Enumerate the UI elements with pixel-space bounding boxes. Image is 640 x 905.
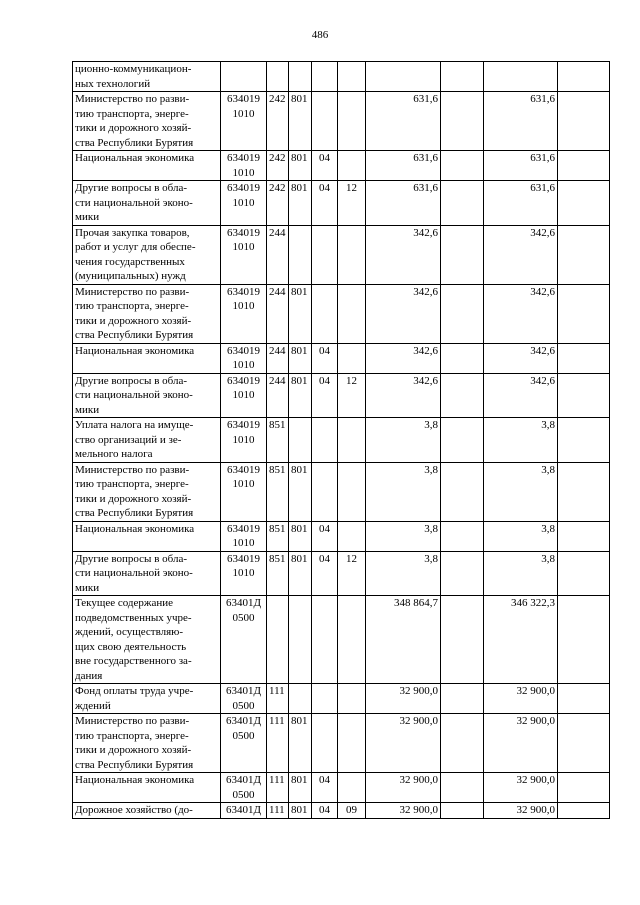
cell-expense-type: 851 xyxy=(267,462,289,521)
cell-name-line: тию транспорта, энерге- xyxy=(75,729,189,742)
cell-target-article xyxy=(221,284,267,343)
cell-section: 04 xyxy=(312,373,338,418)
cell-empty-2 xyxy=(558,181,610,226)
cell-subsection: 12 xyxy=(338,551,366,596)
cell-target-article xyxy=(221,343,267,373)
cell-name-line: ждений xyxy=(75,699,111,712)
cell-empty-2 xyxy=(558,803,610,819)
cell-section xyxy=(312,284,338,343)
cell-empty-2 xyxy=(558,284,610,343)
cell-name xyxy=(73,803,221,819)
cell-target-article xyxy=(221,773,267,803)
cell-ministry-code xyxy=(289,418,312,463)
cell-ministry-code: 801 xyxy=(289,151,312,181)
cell-name-line: мики xyxy=(75,581,100,594)
table-row xyxy=(73,773,610,803)
cell-name-line: Уплата налога на имуще- xyxy=(75,419,194,431)
table-row xyxy=(73,225,610,284)
cell-empty-2 xyxy=(558,418,610,463)
cell-amount-1: 3,8 xyxy=(366,551,441,596)
cell-name-line: ства Республики Бурятия xyxy=(75,507,194,519)
cell-name-line: Прочая закупка товаров, xyxy=(75,226,190,239)
cell-name-line: тики и дорожного хозяй- xyxy=(75,122,192,134)
cell-name-line: Дорожное хозяйство (до- xyxy=(75,804,193,816)
cell-expense-type: 242 xyxy=(267,151,289,181)
cell-empty-2 xyxy=(558,462,610,521)
cell-ministry-code xyxy=(289,62,312,92)
cell-empty-1 xyxy=(441,803,484,819)
cell-amount-1: 342,6 xyxy=(366,343,441,373)
cell-subsection xyxy=(338,714,366,773)
cell-name xyxy=(73,343,221,373)
cell-amount-1: 631,6 xyxy=(366,151,441,181)
cell-amount-2: 346 322,3 xyxy=(484,596,558,684)
cell-amount-1: 3,8 xyxy=(366,462,441,521)
cell-name xyxy=(73,92,221,151)
cell-target-article xyxy=(221,418,267,463)
cell-name-line: Текущее содержание xyxy=(75,597,174,609)
cell-empty-2 xyxy=(558,596,610,684)
cell-name-line: работ и услуг для обеспе- xyxy=(75,241,196,253)
cell-target-article xyxy=(221,225,267,284)
cell-ministry-code: 801 xyxy=(289,773,312,803)
cell-subsection: 09 xyxy=(338,803,366,819)
table-row xyxy=(73,551,610,596)
table-row xyxy=(73,151,610,181)
cell-name-line: вне государственного за- xyxy=(75,655,192,667)
cell-target-article xyxy=(221,462,267,521)
cell-name-line: Министерство по разви- xyxy=(75,93,190,105)
cell-empty-1 xyxy=(441,151,484,181)
cell-target-article-line: 1010 xyxy=(232,107,255,120)
cell-expense-type: 244 xyxy=(267,284,289,343)
cell-name xyxy=(73,521,221,551)
cell-expense-type: 111 xyxy=(267,773,289,803)
cell-empty-2 xyxy=(558,62,610,92)
cell-target-article-line: 634019 xyxy=(227,285,260,298)
cell-section xyxy=(312,462,338,521)
cell-name-line: мики xyxy=(75,211,100,223)
cell-empty-1 xyxy=(441,225,484,284)
cell-amount-1: 631,6 xyxy=(366,92,441,151)
cell-ministry-code: 801 xyxy=(289,521,312,551)
cell-subsection xyxy=(338,462,366,521)
cell-target-article-line: 634019 xyxy=(227,463,260,476)
cell-target-article-line: 634019 xyxy=(227,152,260,164)
cell-ministry-code xyxy=(289,596,312,684)
cell-target-article-line: 1010 xyxy=(232,389,255,401)
table-row xyxy=(73,418,610,463)
cell-subsection xyxy=(338,596,366,684)
cell-subsection xyxy=(338,225,366,284)
cell-name-line: тию транспорта, энерге- xyxy=(75,478,189,490)
cell-empty-2 xyxy=(558,551,610,596)
cell-name-line: ство организаций и зе- xyxy=(75,433,182,446)
table-row xyxy=(73,284,610,343)
cell-name-line: щих свою деятельность xyxy=(75,640,187,653)
cell-target-article-line: 63401Д xyxy=(225,715,261,727)
cell-empty-1 xyxy=(441,596,484,684)
cell-subsection xyxy=(338,418,366,463)
cell-name-line: чения государственных xyxy=(75,255,185,268)
cell-amount-2 xyxy=(484,62,558,92)
cell-amount-1: 32 900,0 xyxy=(366,684,441,714)
cell-name-line: ждений, осуществляю- xyxy=(75,626,184,638)
cell-amount-1: 342,6 xyxy=(366,373,441,418)
cell-ministry-code: 801 xyxy=(289,284,312,343)
cell-name xyxy=(73,551,221,596)
cell-name-line: мельного налога xyxy=(75,448,153,460)
cell-target-article-line: 634019 xyxy=(227,182,260,194)
cell-empty-1 xyxy=(441,714,484,773)
cell-ministry-code: 801 xyxy=(289,343,312,373)
cell-expense-type xyxy=(267,596,289,684)
cell-empty-1 xyxy=(441,373,484,418)
cell-ministry-code: 801 xyxy=(289,714,312,773)
cell-amount-2: 342,6 xyxy=(484,284,558,343)
cell-name-line: Фонд оплаты труда учре- xyxy=(75,685,194,697)
cell-name-line: дания xyxy=(75,669,103,682)
cell-amount-2: 32 900,0 xyxy=(484,684,558,714)
cell-name-line: тики и дорожного хозяй- xyxy=(75,314,192,327)
cell-ministry-code: 801 xyxy=(289,181,312,226)
cell-target-article xyxy=(221,596,267,684)
cell-empty-2 xyxy=(558,773,610,803)
cell-empty-2 xyxy=(558,151,610,181)
cell-section xyxy=(312,596,338,684)
cell-name xyxy=(73,684,221,714)
cell-target-article-line: 63401Д xyxy=(225,685,261,697)
cell-subsection xyxy=(338,773,366,803)
cell-name-line: тики и дорожного хозяй- xyxy=(75,744,192,756)
cell-subsection: 12 xyxy=(338,373,366,418)
cell-empty-1 xyxy=(441,521,484,551)
cell-ministry-code: 801 xyxy=(289,551,312,596)
cell-empty-1 xyxy=(441,773,484,803)
cell-expense-type: 111 xyxy=(267,684,289,714)
cell-section: 04 xyxy=(312,551,338,596)
cell-target-article xyxy=(221,803,267,819)
cell-name xyxy=(73,596,221,684)
cell-target-article-line: 634019 xyxy=(227,522,260,535)
cell-target-article-line: 634019 xyxy=(227,552,260,565)
cell-subsection xyxy=(338,92,366,151)
cell-empty-2 xyxy=(558,521,610,551)
cell-name-line: тию транспорта, энерге- xyxy=(75,300,189,312)
cell-section: 04 xyxy=(312,151,338,181)
cell-amount-2: 32 900,0 xyxy=(484,773,558,803)
cell-name-line: (муниципальных) нужд xyxy=(75,270,186,282)
cell-empty-1 xyxy=(441,284,484,343)
cell-section xyxy=(312,92,338,151)
cell-name xyxy=(73,284,221,343)
cell-target-article xyxy=(221,521,267,551)
cell-name-line: ства Республики Бурятия xyxy=(75,329,194,341)
cell-section: 04 xyxy=(312,181,338,226)
cell-ministry-code xyxy=(289,225,312,284)
cell-target-article-line: 1010 xyxy=(232,433,255,446)
table-row xyxy=(73,62,610,92)
cell-amount-2: 631,6 xyxy=(484,92,558,151)
cell-subsection xyxy=(338,62,366,92)
page-number: 486 xyxy=(311,29,329,41)
cell-empty-2 xyxy=(558,714,610,773)
cell-subsection xyxy=(338,284,366,343)
cell-name-line: Министерство по разви- xyxy=(75,715,190,727)
cell-name-line: сти национальной эконо- xyxy=(75,196,193,209)
cell-expense-type: 851 xyxy=(267,418,289,463)
cell-expense-type: 244 xyxy=(267,343,289,373)
cell-amount-2: 631,6 xyxy=(484,181,558,226)
cell-amount-2: 342,6 xyxy=(484,373,558,418)
cell-empty-1 xyxy=(441,551,484,596)
cell-empty-2 xyxy=(558,684,610,714)
cell-subsection xyxy=(338,343,366,373)
cell-expense-type xyxy=(267,62,289,92)
cell-empty-1 xyxy=(441,181,484,226)
cell-empty-2 xyxy=(558,225,610,284)
cell-empty-1 xyxy=(441,684,484,714)
cell-name-line: Национальная экономика xyxy=(75,522,195,535)
cell-name-line: Министерство по разви- xyxy=(75,285,190,298)
cell-name-line: ных технологий xyxy=(75,77,151,90)
cell-amount-2: 342,6 xyxy=(484,343,558,373)
cell-name-line: Другие вопросы в обла- xyxy=(75,552,187,565)
cell-empty-2 xyxy=(558,373,610,418)
cell-expense-type: 851 xyxy=(267,551,289,596)
budget-table-body xyxy=(73,62,610,819)
cell-name xyxy=(73,418,221,463)
cell-name-line: сти национальной эконо- xyxy=(75,389,193,401)
cell-name-line: ства Республики Бурятия xyxy=(75,758,194,771)
cell-section xyxy=(312,714,338,773)
cell-section: 04 xyxy=(312,803,338,819)
cell-name-line: тию транспорта, энерге- xyxy=(75,107,189,120)
cell-target-article xyxy=(221,714,267,773)
cell-target-article-line: 634019 xyxy=(227,93,260,105)
cell-name-line: Другие вопросы в обла- xyxy=(75,374,187,387)
cell-expense-type: 244 xyxy=(267,225,289,284)
cell-section xyxy=(312,62,338,92)
cell-subsection: 12 xyxy=(338,181,366,226)
cell-target-article-line: 1010 xyxy=(232,359,255,371)
cell-target-article-line: 63401Д xyxy=(225,774,261,786)
cell-ministry-code: 801 xyxy=(289,92,312,151)
cell-subsection xyxy=(338,151,366,181)
cell-empty-1 xyxy=(441,62,484,92)
cell-section: 04 xyxy=(312,521,338,551)
cell-target-article-line: 1010 xyxy=(232,567,255,579)
cell-expense-type: 242 xyxy=(267,181,289,226)
cell-name xyxy=(73,62,221,92)
cell-name xyxy=(73,151,221,181)
cell-name xyxy=(73,225,221,284)
cell-subsection xyxy=(338,521,366,551)
cell-target-article-line: 0500 xyxy=(232,699,255,712)
budget-table xyxy=(72,61,610,819)
cell-amount-2: 3,8 xyxy=(484,418,558,463)
cell-amount-1: 3,8 xyxy=(366,521,441,551)
cell-target-article-line: 63401Д xyxy=(225,597,261,609)
cell-amount-1: 348 864,7 xyxy=(366,596,441,684)
cell-expense-type: 851 xyxy=(267,521,289,551)
cell-empty-2 xyxy=(558,92,610,151)
cell-target-article-line: 1010 xyxy=(232,166,255,179)
cell-target-article xyxy=(221,92,267,151)
cell-target-article-line: 1010 xyxy=(232,537,255,549)
cell-target-article-line: 1010 xyxy=(232,241,255,253)
cell-ministry-code: 801 xyxy=(289,803,312,819)
cell-target-article-line: 0500 xyxy=(232,729,255,742)
cell-expense-type: 111 xyxy=(267,714,289,773)
cell-section xyxy=(312,225,338,284)
cell-name xyxy=(73,181,221,226)
cell-ministry-code: 801 xyxy=(289,373,312,418)
table-row xyxy=(73,596,610,684)
cell-name xyxy=(73,773,221,803)
table-row xyxy=(73,343,610,373)
cell-empty-1 xyxy=(441,92,484,151)
table-row xyxy=(73,714,610,773)
cell-name-line: подведомственных учре- xyxy=(75,611,192,624)
cell-expense-type: 244 xyxy=(267,373,289,418)
cell-empty-1 xyxy=(441,343,484,373)
cell-expense-type: 242 xyxy=(267,92,289,151)
table-row xyxy=(73,684,610,714)
cell-name-line: Национальная экономика xyxy=(75,774,195,786)
cell-name xyxy=(73,714,221,773)
cell-target-article-line: 0500 xyxy=(232,611,255,624)
cell-section: 04 xyxy=(312,343,338,373)
cell-section: 04 xyxy=(312,773,338,803)
cell-name-line: тики и дорожного хозяй- xyxy=(75,492,192,505)
cell-amount-1: 342,6 xyxy=(366,284,441,343)
cell-expense-type: 111 xyxy=(267,803,289,819)
cell-section xyxy=(312,684,338,714)
cell-target-article xyxy=(221,62,267,92)
cell-name-line: Национальная экономика xyxy=(75,344,195,357)
cell-target-article-line: 1010 xyxy=(232,478,255,490)
cell-amount-1: 32 900,0 xyxy=(366,803,441,819)
cell-amount-2: 3,8 xyxy=(484,521,558,551)
table-row xyxy=(73,521,610,551)
cell-name-line: сти национальной эконо- xyxy=(75,567,193,579)
cell-empty-1 xyxy=(441,462,484,521)
cell-target-article-line: 634019 xyxy=(227,374,260,387)
cell-name xyxy=(73,373,221,418)
cell-name-line: мики xyxy=(75,403,100,416)
cell-ministry-code: 801 xyxy=(289,462,312,521)
cell-amount-1 xyxy=(366,62,441,92)
cell-empty-1 xyxy=(441,418,484,463)
cell-name-line: Другие вопросы в обла- xyxy=(75,182,187,194)
cell-amount-2: 32 900,0 xyxy=(484,803,558,819)
cell-amount-2: 3,8 xyxy=(484,462,558,521)
cell-empty-2 xyxy=(558,343,610,373)
cell-target-article xyxy=(221,181,267,226)
cell-name-line: ционно-коммуникацион- xyxy=(75,63,192,75)
cell-section xyxy=(312,418,338,463)
cell-target-article-line: 634019 xyxy=(227,344,260,357)
cell-amount-1: 3,8 xyxy=(366,418,441,463)
cell-target-article-line: 63401Д xyxy=(225,804,261,816)
cell-name xyxy=(73,462,221,521)
table-row xyxy=(73,92,610,151)
cell-amount-1: 631,6 xyxy=(366,181,441,226)
cell-target-article-line: 0500 xyxy=(232,788,255,801)
cell-target-article-line: 634019 xyxy=(227,226,260,239)
cell-amount-1: 32 900,0 xyxy=(366,773,441,803)
cell-target-article-line: 1010 xyxy=(232,196,255,209)
cell-subsection xyxy=(338,684,366,714)
cell-name-line: ства Республики Бурятия xyxy=(75,136,194,149)
cell-amount-1: 342,6 xyxy=(366,225,441,284)
table-row xyxy=(73,803,610,819)
cell-target-article-line: 1010 xyxy=(232,300,255,312)
cell-amount-2: 32 900,0 xyxy=(484,714,558,773)
cell-amount-2: 342,6 xyxy=(484,225,558,284)
cell-ministry-code xyxy=(289,684,312,714)
cell-target-article xyxy=(221,684,267,714)
cell-target-article xyxy=(221,151,267,181)
cell-amount-2: 3,8 xyxy=(484,551,558,596)
cell-amount-1: 32 900,0 xyxy=(366,714,441,773)
cell-name-line: Национальная экономика xyxy=(75,152,195,164)
table-row xyxy=(73,373,610,418)
cell-amount-2: 631,6 xyxy=(484,151,558,181)
cell-name-line: Министерство по разви- xyxy=(75,463,190,476)
table-row xyxy=(73,462,610,521)
cell-target-article xyxy=(221,373,267,418)
table-row xyxy=(73,181,610,226)
cell-target-article xyxy=(221,551,267,596)
cell-target-article-line: 634019 xyxy=(227,419,260,431)
